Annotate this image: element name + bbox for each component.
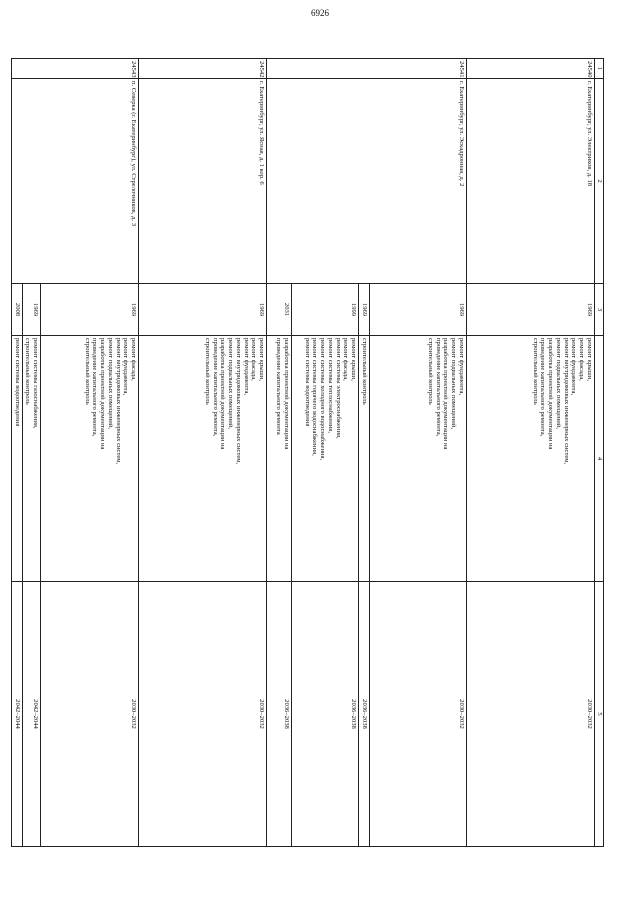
work-item: разработка проектной документации на [99,338,107,450]
rotated-table-container [13,58,604,846]
work-item: ремонт подвальных помещений, [106,338,114,429]
year-cell: 1969 [467,284,595,336]
year-cell: 2031 [267,284,292,336]
period-cell: 2036–2038 [359,582,370,847]
work-item: проведение капитального ремонта, [211,338,219,437]
works-cell [22,336,41,582]
work-item: ремонт крыши, [258,338,266,381]
entry-number: 24540. [467,59,595,79]
works-cell [467,336,595,582]
header-row [595,59,604,847]
work-item: ремонт системы электроснабжения, [334,338,342,439]
entry-address: г. Екатеринбург, ул. Ясная, д. 1 кор. 6 [139,79,267,284]
work-item: ремонт подвальных помещений, [450,338,458,429]
work-item: ремонт крыши, [350,338,358,381]
work-item: ремонт внутридомовых инженерных систем, [234,338,242,465]
period-cell: 2030–2032 [139,582,267,847]
table-row [370,59,467,847]
entry-address: п. Северка (г. Екатеринбург), ул. Стрелочников, д. 3 [11,79,138,284]
work-item: ремонт фундамента, [570,338,578,396]
work-item: ремонт системы холодного водоснабжения, [319,338,327,461]
work-item: разработка проектной документации на [219,338,227,450]
period-cell: 2036–2038 [267,582,292,847]
page-number: 6926 [311,8,329,18]
entry-address: г. Екатеринбург, ул. Эскадронная, д. 2 [267,79,467,284]
year-cell: 2008 [11,284,22,336]
header-cell: 3 [595,284,604,336]
works-cell [139,336,267,582]
work-item: ремонт фундамента, [242,338,250,396]
works-cell [359,336,370,582]
table-body [11,59,594,847]
work-item: ремонт подвальных помещений, [227,338,235,429]
entry-address: г. Екатеринбург, ул. Электриков, д. 18 [467,79,595,284]
year-cell: 1969 [22,284,41,336]
works-cell [11,336,22,582]
work-item: разработка проектной документации на [547,338,555,450]
year-cell: 1969 [359,284,370,336]
work-item: ремонт крыши, [586,338,593,381]
work-item: ремонт системы газоснабжения, [32,338,40,429]
work-item: ремонт фундамента, [122,338,130,396]
works-cell [370,336,467,582]
work-item: строительный контроль [24,338,32,405]
work-item: ремонт внутридомовых инженерных систем, [562,338,570,465]
period-cell: 2030–2032 [41,582,139,847]
work-item: строительный контроль [83,338,91,405]
work-item: разработка проектной документации на [283,338,291,450]
entry-number: 24542. [139,59,267,79]
work-item: проведение капитального ремонта, [434,338,442,437]
work-item: строительный контроль [426,338,434,405]
period-cell: 2042–2044 [11,582,22,847]
work-item: строительный контроль [531,338,539,405]
work-item: проведение капитального ремонта, [539,338,547,437]
header-cell: 2 [595,79,604,284]
work-item: ремонт системы горячего водоснабжения, [311,338,319,456]
work-item: проведение капитального ремонта [275,338,283,435]
entry-number: 24543. [11,59,138,79]
year-cell: 1969 [41,284,139,336]
work-item: строительный контроль [203,338,211,405]
work-item: разработка проектной документации на [442,338,450,450]
period-cell: 2036–2038 [292,582,359,847]
work-item: ремонт фасада, [130,338,138,381]
table-row [41,59,139,847]
work-item: ремонт системы теплоснабжения, [326,338,334,433]
year-cell: 1969 [139,284,267,336]
period-cell: 2030–2032 [467,582,595,847]
work-item: ремонт фасада, [578,338,586,381]
year-cell: 1969 [370,284,467,336]
work-item: проведение капитального ремонта, [91,338,99,437]
header-cell: 5 [595,582,604,847]
entry-number: 24541. [267,59,467,79]
table-row [139,59,267,847]
period-cell: 2030–2032 [370,582,467,847]
work-item: ремонт фасада, [342,338,350,381]
repair-schedule-table [11,58,604,847]
work-item: ремонт фундамента, [458,338,465,396]
year-cell: 1999 [292,284,359,336]
work-item: строительный контроль [361,338,368,405]
work-item: ремонт подвальных помещений, [554,338,562,429]
header-cell: 4 [595,336,604,582]
table-row [467,59,595,847]
work-item: ремонт системы водоотведения [13,338,21,427]
period-cell: 2042–2044 [22,582,41,847]
work-item: ремонт фасада, [250,338,258,381]
header-cell: 1 [595,59,604,79]
works-cell [292,336,359,582]
work-item: ремонт внутридомовых инженерных систем, [114,338,122,465]
works-cell [267,336,292,582]
work-item: ремонт системы водоотведения [303,338,311,427]
works-cell [41,336,139,582]
